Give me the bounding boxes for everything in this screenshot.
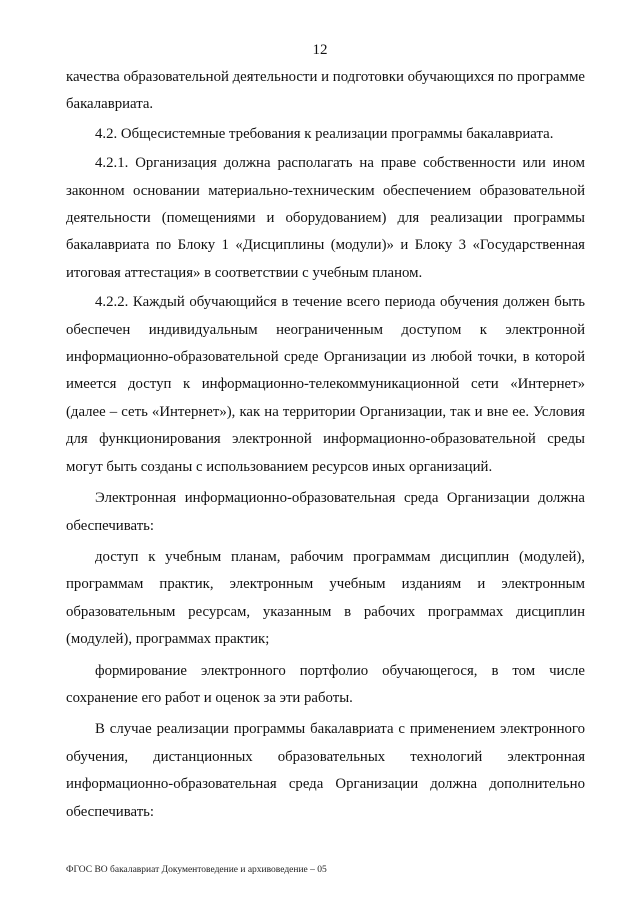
paragraph-section-4-2-1: 4.2.1. Организация должна располагать на праве собственности или ином законном основании материально-техническим обеспечением образовательной деятельности (помещениями и оборудованием) для реализации программы бакалавриата по Блоку 1 «Дисциплины (модули)» и Блоку 3 «Государственная итоговая аттестация» в соответствии с учебным планом. [66,155,585,281]
paragraph-portfolio-list-item: формирование электронного портфолио обучающегося, в том числе сохранение его работ и оценок за эти работы. [66,662,585,706]
paragraph-section-4-2: 4.2. Общесистемные требования к реализации программы бакалавриата. [95,125,554,142]
paragraph-continuation: качества образовательной деятельности и подготовки обучающихся по программе бакалавриата. [66,69,585,113]
paragraph-access-list-item: доступ к учебным планам, рабочим программам дисциплин (модулей), программам практик, электронным учебным изданиям и электронным образовательным ресурсам, указанным в рабочих программах дисциплин (модулей), программах практик; [66,548,585,648]
page-number: 12 [312,42,328,58]
paragraph-distance-learning: В случае реализации программы бакалавриата с применением электронного обучения, дистанционных образовательных технологий электронная информационно-образовательная среда Организации должна дополнительно обеспечивать: [66,721,585,820]
page-footer: ФГОС ВО бакалавриат Документоведение и архивоведение – 05 [66,865,327,875]
paragraph-eios-intro: Электронная информационно-образовательная среда Организации должна обеспечивать: [66,490,585,534]
document-body [66,64,585,826]
paragraph-section-4-2-2: 4.2.2. Каждый обучающийся в течение всего периода обучения должен быть обеспечен индивидуальным неограниченным доступом к электронной информационно-образовательной среде Организации из любой точки, в которой имеется доступ к информационно-телекоммуникационной сети «Интернет» (далее – сеть «Интернет»), как на территории Организации, так и вне ее. Условия для функционирования электронной информационно-образовательной среды могут быть созданы с использованием ресурсов иных организаций. [66,294,585,475]
